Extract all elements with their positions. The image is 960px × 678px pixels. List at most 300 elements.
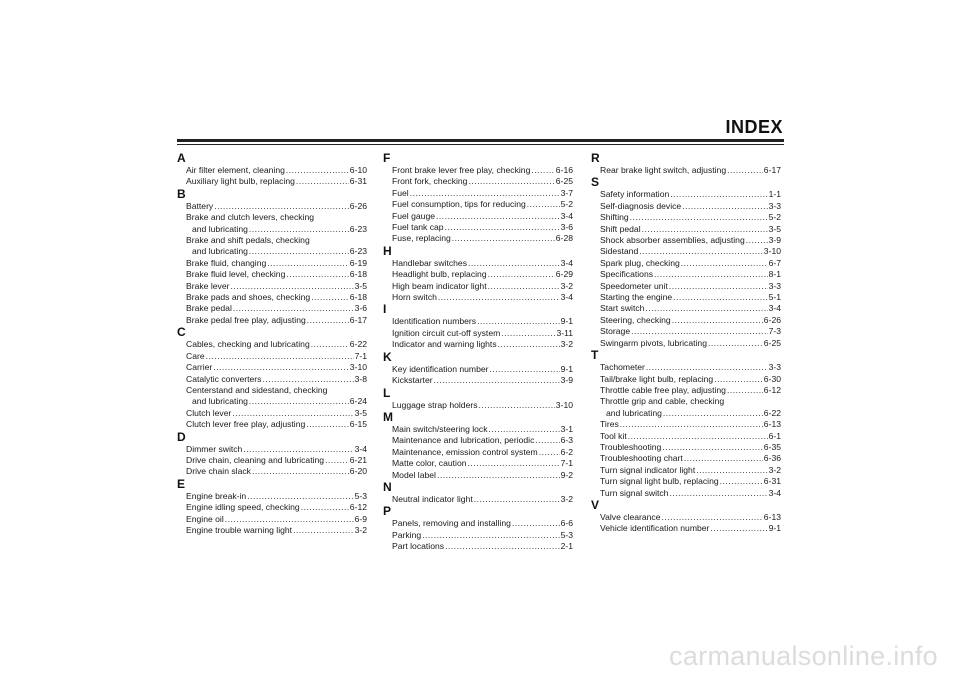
entry-page: 5-3 [354,490,367,501]
index-entry [177,396,367,407]
dot-leader [249,246,349,257]
index-entry [591,512,781,523]
index-entry [591,396,781,407]
entry-page: 6-26 [763,314,781,325]
entry-page: 3-10 [763,246,781,257]
dot-leader [539,447,560,458]
index-entry [383,233,573,244]
entry-text: Dimmer switch [186,443,243,454]
section-letter: K [383,349,392,364]
entry-text: Air filter element, cleaning [186,165,285,175]
index-entry [591,431,781,442]
entry-text: Tool kit [600,430,627,441]
index-entry [177,408,367,419]
entry-text: Shifting [600,212,629,223]
dot-leader [498,339,560,350]
entry-text: Front fork, checking [392,176,468,187]
index-entry [383,339,573,350]
header-rule-thin [177,144,784,145]
dot-leader [477,316,560,327]
dot-leader [501,328,555,339]
index-entry [177,362,367,373]
entry-text: Cables, checking and lubricating [186,339,310,350]
dot-leader [720,476,763,487]
index-entry [383,435,573,446]
dot-leader [214,201,349,212]
entry-page: 6-24 [349,396,367,407]
entry-text: Luggage strap holders [392,399,478,410]
entry-text: Headlight bulb, replacing [392,269,487,280]
dot-leader [249,224,349,235]
index-entry [383,222,573,233]
index-entry [591,362,781,373]
entry-page: 3-6 [354,303,367,314]
entry-text: Key identification number [392,363,489,374]
dot-leader [213,362,349,373]
entry-page: 3-1 [560,423,573,434]
dot-leader [673,292,767,303]
entry-text: Brake pads and shoes, checking [186,292,311,303]
dot-leader [249,396,349,407]
entry-page: 6-18 [349,292,367,303]
index-entry [383,541,573,552]
entry-text: Maintenance, emission control system [392,446,538,457]
index-entry [591,258,781,269]
dot-leader [325,455,349,466]
index-entry [177,258,367,269]
index-entry [177,292,367,303]
entry-page: 3-3 [768,280,781,291]
dot-leader [452,233,555,244]
section-letter: N [383,479,392,494]
entry-text: Fuel tank cap [392,222,444,233]
entry-page: 6-13 [763,511,781,522]
entry-text: Shift pedal [600,223,641,234]
entry-text: Throttle grip and cable, checking [600,396,725,407]
index-entry [383,188,573,199]
index-entry [177,165,367,176]
dot-leader [267,258,349,269]
entry-page: 6-19 [349,257,367,268]
index-entry [383,269,573,280]
section-letter: R [591,151,600,165]
index-entry [383,424,573,435]
index-entry [591,201,781,212]
entry-page: 3-8 [354,373,367,384]
dot-leader [654,269,768,280]
entry-text: Ignition circuit cut-off system [392,327,501,338]
index-entry [383,199,573,210]
entry-page: 6-22 [349,339,367,350]
entry-text: and lubricating [192,223,248,234]
entry-page: 6-31 [349,176,367,187]
entry-text: Brake fluid level, checking [186,269,286,280]
dot-leader [682,201,767,212]
entry-page: 3-9 [768,235,781,246]
index-entry [591,315,781,326]
entry-page: 9-2 [560,469,573,480]
entry-page: 6-22 [763,407,781,418]
index-entry [177,281,367,292]
section-letter: C [177,325,186,340]
entry-page: 6-30 [763,373,781,384]
section-letter: I [383,302,387,317]
dot-leader [746,235,768,246]
dot-leader [681,258,768,269]
index-entry [591,442,781,453]
section-letter: B [177,186,186,201]
entry-text: Kickstarter [392,375,433,386]
entry-text: and lubricating [192,246,248,257]
entry-text: Troubleshooting [600,441,662,452]
entry-text: Steering, checking [600,314,671,325]
entry-page: 6-16 [555,165,573,175]
dot-leader [437,470,560,481]
dot-leader [662,442,762,453]
section-letter: M [383,409,393,424]
entry-text: Self-diagnosis device [600,200,682,211]
index-entry [591,303,781,314]
dot-leader [669,488,767,499]
index-entry [177,269,367,280]
index-entry [591,269,781,280]
entry-text: Tires [600,419,619,430]
entry-page: 9-1 [560,316,573,327]
entry-page: 3-3 [768,362,781,373]
dot-leader [710,523,767,534]
index-entry [591,165,781,176]
dot-leader [488,269,555,280]
dot-leader [230,281,353,292]
entry-page: 6-25 [763,337,781,348]
index-entry [177,514,367,525]
entry-page: 6-23 [349,246,367,257]
entry-page: 6-25 [555,176,573,187]
dot-leader [630,212,768,223]
section-letter: E [177,476,186,491]
entry-page: 2-1 [560,541,573,552]
index-entry [177,385,367,396]
index-entry [591,189,781,200]
index-entry [177,466,367,477]
entry-page: 3-5 [768,223,781,234]
dot-leader [531,165,554,176]
entry-text: Engine trouble warning light [186,524,293,535]
dot-leader [438,292,560,303]
entry-text: Panels, removing and installing [392,518,511,529]
entry-text: Turn signal indicator light [600,464,696,475]
dot-leader [646,362,768,373]
dot-leader [206,351,354,362]
index-entry [591,385,781,396]
index-entry [591,212,781,223]
entry-page: 5-3 [560,529,573,540]
section-letter: A [177,151,186,165]
dot-leader [434,375,560,386]
entry-text: Battery [186,200,214,211]
section-letter: V [591,497,600,512]
index-entry [177,455,367,466]
index-column-2 [383,152,573,553]
entry-text: Safety information [600,189,670,200]
watermark: carmanualsonline.info [669,641,938,671]
dot-leader [286,269,348,280]
entry-text: Storage [600,326,631,337]
entry-page: 6-36 [763,453,781,464]
dot-leader [436,211,560,222]
entry-text: Starting the engine [600,292,673,303]
entry-text: Care [186,350,205,361]
index-entry [383,328,573,339]
index-entry [383,364,573,375]
index-entry [177,235,367,246]
entry-page: 7-1 [560,458,573,469]
entry-page: 5-2 [560,199,573,210]
entry-page: 9-1 [560,363,573,374]
entry-page: 3-4 [560,257,573,268]
entry-text: Drive chain, cleaning and lubricating [186,454,325,465]
entry-text: Main switch/steering lock [392,423,488,434]
index-entry [383,494,573,505]
dot-leader [642,224,768,235]
dot-leader [479,400,555,411]
entry-page: 6-15 [349,419,367,430]
index-entry [177,315,367,326]
entry-text: Matte color, caution [392,458,467,469]
index-column-3 [591,152,781,535]
entry-text: Engine break-in [186,490,247,501]
index-entry [383,211,573,222]
entry-page: 3-2 [354,524,367,535]
dot-leader [672,315,763,326]
entry-page: 3-9 [560,375,573,386]
entry-page: 6-35 [763,441,781,452]
entry-text: Rear brake light switch, adjusting [600,165,727,175]
dot-leader [714,374,763,385]
dot-leader [490,364,560,375]
dot-leader [445,541,560,552]
dot-leader [708,338,763,349]
entry-text: Brake pedal [186,303,232,314]
dot-leader [311,292,349,303]
entry-page: 9-1 [768,523,781,534]
entry-page: 6-9 [354,513,367,524]
entry-page: 5-1 [768,292,781,303]
dot-leader [307,315,349,326]
dot-leader [489,424,560,435]
entry-text: and lubricating [192,396,248,407]
dot-leader [631,326,767,337]
index-entry [591,281,781,292]
dot-leader [445,222,560,233]
index-entry [383,470,573,481]
index-entry [177,351,367,362]
dot-leader [696,465,767,476]
section-letter: T [591,348,599,363]
entry-text: Tail/brake light bulb, replacing [600,373,714,384]
entry-page: 6-23 [349,223,367,234]
entry-page: 3-2 [768,464,781,475]
index-entry [383,458,573,469]
entry-page: 6-3 [560,435,573,446]
index-entry [383,316,573,327]
dot-leader [247,491,353,502]
entry-text: Fuel consumption, tips for reducing [392,199,526,210]
entry-page: 6-7 [768,257,781,268]
entry-text: Maintenance and lubrication, periodic [392,435,535,446]
entry-page: 6-21 [349,454,367,465]
entry-page: 7-1 [354,350,367,361]
entry-text: Troubleshooting chart [600,453,683,464]
index-entry [177,339,367,350]
entry-page: 3-5 [354,280,367,291]
index-entry [177,176,367,187]
index-entry [591,338,781,349]
dot-leader [286,165,349,176]
entry-text: Throttle cable free play, adjusting [600,384,726,395]
page-title: INDEX [725,117,783,137]
dot-leader [293,525,354,536]
index-entry [591,246,781,257]
dot-leader [474,494,560,505]
entry-text: Specifications [600,269,654,280]
index-entry [177,374,367,385]
entry-page: 8-1 [768,269,781,280]
index-entry [383,447,573,458]
entry-page: 7-3 [768,326,781,337]
entry-text: Fuel [392,187,409,198]
entry-page: 6-2 [560,446,573,457]
entry-text: Swingarm pivots, lubricating [600,337,707,348]
entry-page: 3-2 [560,280,573,291]
dot-leader [301,502,349,513]
index-column-1 [177,152,367,536]
index-entry [383,176,573,187]
entry-text: Turn signal switch [600,487,669,498]
entry-page: 3-7 [560,187,573,198]
entry-text: Brake and shift pedals, checking [186,235,310,246]
entry-text: Engine idling speed, checking [186,502,300,513]
entry-page: 6-12 [763,384,781,395]
dot-leader [306,419,349,430]
entry-text: Parking [392,529,422,540]
entry-text: Brake lever [186,280,230,291]
dot-leader [410,188,560,199]
entry-text: Part locations [392,541,445,552]
entry-text: Speedometer unit [600,280,668,291]
entry-text: Indicator and warning lights [392,339,497,350]
entry-page: 3-4 [768,303,781,314]
index-entry [591,326,781,337]
dot-leader [645,303,767,314]
index-entry [591,523,781,534]
dot-leader [296,176,349,187]
index-entry [383,281,573,292]
entry-text: Valve clearance [600,511,661,522]
entry-page: 6-17 [763,165,781,175]
entry-page: 6-29 [555,269,573,280]
index-entry [383,518,573,529]
index-entry [591,292,781,303]
entry-text: Tachometer [600,362,645,373]
dot-leader [468,458,560,469]
dot-leader [628,431,768,442]
index-entry [591,419,781,430]
index-entry [591,408,781,419]
dot-leader [663,408,763,419]
entry-page: 3-10 [555,399,573,410]
entry-text: Identification numbers [392,316,477,327]
dot-leader [535,435,559,446]
index-entry [591,488,781,499]
entry-page: 6-10 [349,165,367,175]
entry-text: Centerstand and sidestand, checking [186,384,328,395]
index-entry [591,476,781,487]
entry-text: Drive chain slack [186,466,251,477]
index-entry [383,292,573,303]
index-entry [177,201,367,212]
entry-page: 1-1 [768,189,781,200]
entry-page: 3-2 [560,493,573,504]
section-letter: P [383,504,392,519]
entry-page: 6-31 [763,476,781,487]
entry-text: Model label [392,469,436,480]
dot-leader [243,444,353,455]
entry-text: Front brake lever free play, checking [392,165,531,175]
dot-leader [225,514,354,525]
dot-leader [669,281,768,292]
entry-text: Clutch lever [186,407,232,418]
entry-page: 3-6 [560,222,573,233]
section-letter: F [383,151,391,165]
dot-leader [512,518,560,529]
entry-text: Engine oil [186,513,224,524]
entry-text: Shock absorber assemblies, adjusting [600,235,745,246]
index-entry [177,444,367,455]
index-entry [383,258,573,269]
index-entry [177,303,367,314]
entry-page: 3-5 [354,407,367,418]
index-entry [177,525,367,536]
dot-leader [422,530,559,541]
entry-page: 6-20 [349,466,367,477]
index-entry [383,530,573,541]
index-entry [177,212,367,223]
entry-text: and lubricating [606,407,662,418]
entry-text: Brake pedal free play, adjusting [186,314,306,325]
index-entry [591,235,781,246]
dot-leader [670,189,767,200]
entry-page: 6-1 [768,430,781,441]
entry-text: Turn signal light bulb, replacing [600,476,719,487]
index-entry [383,165,573,176]
index-entry [591,374,781,385]
dot-leader [262,374,353,385]
dot-leader [232,408,353,419]
entry-page: 6-17 [349,314,367,325]
header-rule-thick [177,139,784,142]
entry-text: Horn switch [392,292,437,303]
dot-leader [311,339,349,350]
entry-text: Neutral indicator light [392,493,473,504]
entry-text: Sidestand [600,246,639,257]
entry-text: Fuel gauge [392,210,436,221]
dot-leader [684,453,763,464]
section-letter: H [383,243,392,258]
entry-text: Vehicle identification number [600,523,710,534]
entry-page: 6-28 [555,233,573,244]
entry-text: Fuse, replacing [392,233,451,244]
